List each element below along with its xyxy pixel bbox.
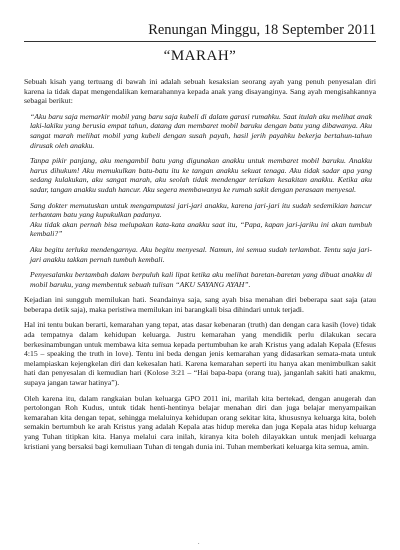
body-paragraph: Hal ini tentu bukan berarti, kemarahan yang tepat, atas dasar kebenaran (truth) dan dengan cara kasih (love) tidak ada tempatnya dalam kehidupan keluarga. Justru kemarahan yang mendidik perlu dilakukan secara berkesinambungan untuk membawa kita semua kepada pertumbuhan ke arah Kristus yang adalah Kepala (Efesus 4:15 – speaking the truth in love). Tentu ini beda dengan jenis kemarahan yang didasarkan semata-mata untuk melampiaskan kejengkelan diri dan kekesalan hati. Karena kemarahan seperti itu hanya akan menimbulkan sakit hati dan penyesalan di kemudian hari (Kolose 3:21 – “Hai bapa-bapa (orang tua), janganlah sakiti hati anakmu, supaya jangan tawar hatinya”).	[24, 320, 376, 388]
article-body	[24, 77, 376, 451]
body-paragraph: Kejadian ini sungguh memilukan hati. Seandainya saja, sang ayah bisa menahan diri beberapa saat saja (atau beberapa detik saja), maka peristiwa memilukan ini barangkali bisa dihindari untuk terjadi.	[24, 295, 376, 314]
page-footer-mark: .	[198, 540, 200, 546]
article-title: “MARAH”	[163, 48, 237, 64]
page-header	[24, 22, 376, 42]
testimony-quote	[24, 112, 376, 290]
story-paragraph: Penyesalanku bertambah dalam berpuluh kali lipat ketika aku melihat baretan-baretan yang dibuat anakku di mobil baruku, yang membentuk sebuah tulisan “AKU SAYANG AYAH”.	[30, 270, 372, 289]
intro-paragraph: Sebuah kisah yang tertuang di bawah ini adalah sebuah kesaksian seorang ayah yang penuh penyesalan diri karena ia tidak dapat mengendalikan kemarahannya kepada anak yang disayanginya. Sang ayah mengisahkannya sebagai berikut:	[24, 77, 376, 106]
body-paragraph: Oleh karena itu, dalam rangkaian bulan keluarga GPO 2011 ini, marilah kita bertekad, dengan anugerah dan pertolongan Roh Kudus, untuk tidak henti-hentinya belajar menahan diri dan juga belajar menyampaikan kemarahan kita dengan tepat, sehingga melaluinya kehidupan orang sekitar kita, khususnya keluarga kita, boleh semakin bertumbuh ke arah Kristus yang adalah Kepala atas hidup mereka dan juga Kepala atas hidup keluarga yang Tuhan titipkan kita. Hanya melalui cara inilah, kiranya kita boleh dilayakkan untuk menjadi keluarga kristiani yang bersaksi bagi kemuliaan Tuhan di tengah dunia ini. Tuhan memberkati keluarga kita semua, amin.	[24, 393, 376, 451]
story-paragraph: Sang dokter memutuskan untuk mengamputasi jari-jari anakku, karena jari-jari itu sudah sedemikian hancur terhantam batu yang kupukulkan padanya. Aku tidak akan pernah bisa melupakan kata-kata anakku saat itu, “Papa, kapan jari-jariku ini akan tumbuh kembali?”	[30, 200, 372, 239]
story-paragraph: Tanpa pikir panjang, aku mengambil batu yang digunakan anakku untuk membaret mobil baruku. Anakku harus dihukum! Aku memukulkan batu-batu itu ke tangan anakku sekuat tenaga. Aku tidak sadar apa yang sedang kulakukan, aku sangat marah, aku seolah tidak mendengar teriakan kesakitan anakku. Ketika aku sadar, tangan anakku sudah hancur. Aku segera membawanya ke rumah sakit dengan perasaan menyesal.	[30, 156, 372, 194]
story-paragraph: Aku begitu terluka mendengarnya. Aku begitu menyesal. Namun, ini semua sudah terlambat. Tentu saja jari-jari anakku takkan pernah tumbuh kembali.	[30, 244, 372, 264]
story-paragraph: “Aku baru saja memarkir mobil yang baru saja kubeli di dalam garasi rumahku. Saat itulah aku melihat anak laki-lakiku yang berusia empat tahun, datang dan membaret mobil baruku dengan batu yang dibawanya. Aku sangat marah melihat mobil yang kubeli dengan susah payah, hasil jerih payahku bekerja bertahun-tahun dirusak oleh anakku.	[30, 111, 372, 150]
header-title: Renungan Minggu, 18 September 2011	[148, 22, 376, 38]
